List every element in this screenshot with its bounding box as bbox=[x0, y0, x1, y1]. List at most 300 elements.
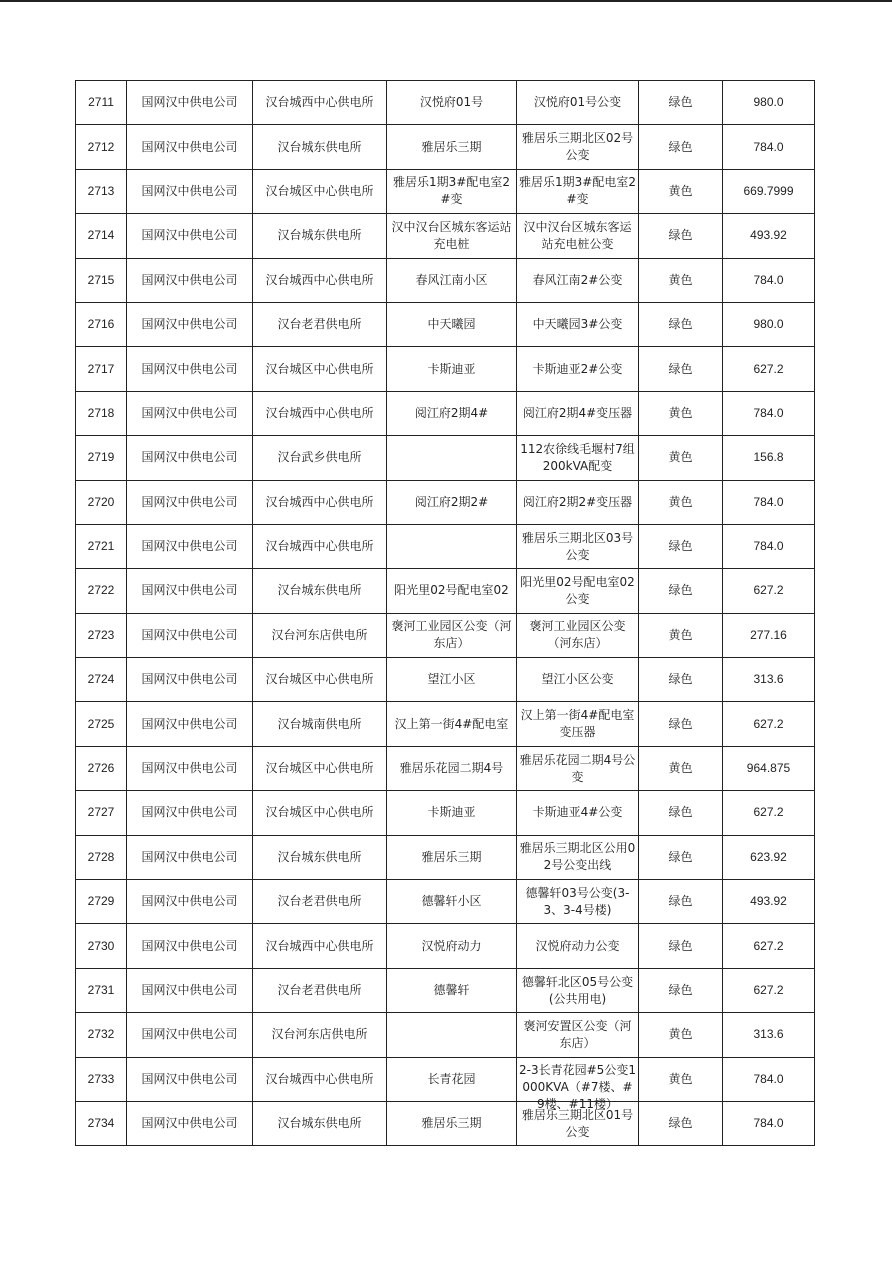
station-cell-text: 汉台城南供电所 bbox=[277, 716, 362, 731]
station-cell-text: 汉台城区中心供电所 bbox=[265, 805, 374, 820]
row-number-text: 2711 bbox=[88, 95, 114, 110]
table-row bbox=[76, 436, 815, 480]
station-cell bbox=[253, 169, 387, 213]
site-cell bbox=[387, 791, 517, 835]
company-cell bbox=[127, 480, 253, 524]
row-number-text: 2722 bbox=[87, 583, 115, 598]
site-cell bbox=[387, 169, 517, 213]
table-row bbox=[76, 880, 815, 924]
station-cell-text: 汉台城东供电所 bbox=[277, 583, 362, 598]
row-number bbox=[76, 880, 127, 924]
company-cell bbox=[127, 1101, 253, 1145]
company-cell bbox=[127, 169, 253, 213]
company-cell-text: 国网汉中供电公司 bbox=[141, 938, 238, 953]
transformer-cell-text: 中天曦园3#公变 bbox=[532, 317, 623, 332]
value-cell bbox=[723, 480, 815, 524]
company-cell bbox=[127, 880, 253, 924]
status-cell bbox=[639, 746, 723, 790]
value-cell-text: 493.92 bbox=[750, 228, 787, 243]
company-cell-text: 国网汉中供电公司 bbox=[141, 272, 238, 287]
value-cell bbox=[723, 1057, 815, 1101]
station-cell bbox=[253, 302, 387, 346]
status-cell-text: 黄色 bbox=[668, 405, 693, 420]
row-number bbox=[76, 1101, 127, 1145]
value-cell-text: 156.8 bbox=[753, 450, 784, 465]
row-number bbox=[76, 258, 127, 302]
transformer-cell bbox=[517, 302, 639, 346]
row-number-text: 2716 bbox=[87, 317, 115, 332]
value-cell bbox=[723, 214, 815, 258]
row-number bbox=[76, 480, 127, 524]
status-cell bbox=[639, 169, 723, 213]
station-cell bbox=[253, 613, 387, 657]
value-cell-text: 669.7999 bbox=[743, 183, 794, 198]
table-row bbox=[76, 347, 815, 391]
company-cell bbox=[127, 1057, 253, 1101]
site-cell-text: 德馨轩 bbox=[433, 983, 470, 997]
site-cell bbox=[387, 880, 517, 924]
transformer-cell bbox=[517, 1057, 639, 1112]
company-cell bbox=[127, 702, 253, 746]
table-row bbox=[76, 524, 815, 568]
row-number bbox=[76, 968, 127, 1012]
site-cell bbox=[387, 302, 517, 346]
transformer-cell-text: 雅居乐三期北区03号公变 bbox=[521, 530, 634, 562]
transformer-cell-text: 阅江府2期2#变压器 bbox=[522, 494, 633, 509]
status-cell bbox=[639, 214, 723, 258]
station-cell-text: 汉台城西中心供电所 bbox=[265, 1071, 374, 1086]
value-cell bbox=[723, 347, 815, 391]
table-row bbox=[76, 702, 815, 746]
transformer-cell-text: 卡斯迪亚4#公变 bbox=[532, 805, 623, 820]
status-cell bbox=[639, 835, 723, 879]
table-row bbox=[76, 1057, 815, 1101]
value-cell bbox=[723, 569, 815, 613]
row-number-text: 2725 bbox=[87, 716, 115, 731]
company-cell-text: 国网汉中供电公司 bbox=[141, 716, 238, 731]
value-cell-text: 784.0 bbox=[753, 272, 784, 287]
station-cell bbox=[253, 1101, 387, 1145]
transformer-cell bbox=[517, 791, 639, 835]
transformer-cell-text: 雅居乐三期北区02号公变 bbox=[521, 131, 634, 163]
company-cell bbox=[127, 746, 253, 790]
row-number bbox=[76, 791, 127, 835]
status-cell-text: 绿色 bbox=[668, 539, 693, 554]
company-cell-text: 国网汉中供电公司 bbox=[141, 317, 238, 332]
site-cell bbox=[387, 347, 517, 391]
status-cell bbox=[639, 391, 723, 435]
transformer-cell bbox=[517, 746, 639, 790]
status-cell-text: 黄色 bbox=[668, 1071, 693, 1086]
row-number bbox=[76, 391, 127, 435]
transformer-cell bbox=[517, 613, 639, 657]
site-cell bbox=[387, 1101, 517, 1145]
site-cell bbox=[387, 81, 517, 125]
status-cell-text: 黄色 bbox=[668, 627, 693, 642]
table-row bbox=[76, 968, 815, 1012]
site-cell-text: 卡斯迪亚 bbox=[427, 805, 476, 820]
table-row bbox=[76, 81, 815, 125]
station-cell-text: 汉台老君供电所 bbox=[277, 894, 362, 909]
company-cell-text: 国网汉中供电公司 bbox=[141, 494, 238, 509]
site-cell-text: 阳光里02号配电室02 bbox=[394, 583, 509, 598]
row-number-text: 2734 bbox=[87, 1116, 115, 1131]
value-cell bbox=[723, 436, 815, 480]
value-cell-text: 627.2 bbox=[753, 983, 784, 997]
company-cell bbox=[127, 391, 253, 435]
row-number-text: 2720 bbox=[87, 494, 115, 509]
status-cell bbox=[639, 302, 723, 346]
site-cell-text: 汉中汉台区城东客运站充电桩 bbox=[391, 219, 512, 251]
table-row bbox=[76, 658, 815, 702]
value-cell-text: 627.2 bbox=[753, 583, 784, 598]
transformer-cell-text: 雅居乐1期3#配电室2#变 bbox=[519, 175, 636, 207]
row-number-text: 2732 bbox=[87, 1027, 115, 1042]
transformer-cell-text: 2-3长青花园#5公变1000KVA（#7楼、#9楼、#11楼） bbox=[519, 1063, 636, 1112]
table-row bbox=[76, 835, 815, 879]
row-number bbox=[76, 524, 127, 568]
status-cell-text: 黄色 bbox=[668, 1027, 693, 1042]
status-cell-text: 绿色 bbox=[668, 361, 693, 376]
row-number bbox=[76, 169, 127, 213]
transformer-cell bbox=[517, 968, 639, 1012]
site-cell bbox=[387, 613, 517, 657]
site-cell bbox=[387, 436, 517, 480]
value-cell bbox=[723, 524, 815, 568]
transformer-cell-text: 汉悦府01号公变 bbox=[533, 95, 622, 110]
status-cell bbox=[639, 81, 723, 125]
transformer-cell bbox=[517, 924, 639, 968]
row-number bbox=[76, 835, 127, 879]
value-cell-text: 627.2 bbox=[753, 938, 784, 953]
company-cell-text: 国网汉中供电公司 bbox=[141, 450, 238, 465]
status-cell-text: 绿色 bbox=[668, 849, 693, 864]
station-cell bbox=[253, 702, 387, 746]
company-cell bbox=[127, 968, 253, 1012]
value-cell bbox=[723, 1013, 815, 1057]
status-cell-text: 绿色 bbox=[668, 228, 693, 243]
status-cell bbox=[639, 480, 723, 524]
row-number bbox=[76, 569, 127, 613]
status-cell bbox=[639, 125, 723, 169]
status-cell-text: 绿色 bbox=[668, 805, 693, 820]
value-cell-text: 784.0 bbox=[753, 1071, 784, 1086]
transformer-cell-text: 阳光里02号配电室02公变 bbox=[520, 574, 635, 606]
row-number bbox=[76, 214, 127, 258]
status-cell-text: 绿色 bbox=[668, 139, 693, 154]
value-cell-text: 980.0 bbox=[753, 317, 784, 332]
company-cell bbox=[127, 791, 253, 835]
station-cell-text: 汉台城区中心供电所 bbox=[265, 361, 374, 376]
transformer-cell-text: 雅居乐花园二期4号公变 bbox=[519, 752, 636, 784]
station-cell bbox=[253, 125, 387, 169]
status-cell-text: 绿色 bbox=[668, 583, 693, 598]
company-cell-text: 国网汉中供电公司 bbox=[141, 583, 238, 598]
table-row bbox=[76, 125, 815, 169]
site-cell-text: 卡斯迪亚 bbox=[427, 361, 476, 376]
transformer-cell bbox=[517, 258, 639, 302]
station-cell-text: 汉台城东供电所 bbox=[277, 1116, 362, 1131]
table-body bbox=[76, 81, 815, 1146]
site-cell bbox=[387, 746, 517, 790]
site-cell bbox=[387, 1013, 517, 1057]
site-cell bbox=[387, 702, 517, 746]
site-cell bbox=[387, 1057, 517, 1101]
company-cell bbox=[127, 81, 253, 125]
station-cell bbox=[253, 746, 387, 790]
company-cell bbox=[127, 258, 253, 302]
site-cell-text: 汉上第一街4#配电室 bbox=[394, 716, 509, 731]
transformer-cell bbox=[517, 880, 639, 924]
table-row bbox=[76, 214, 815, 258]
transformer-cell-text: 汉悦府动力公变 bbox=[535, 938, 620, 953]
row-number bbox=[76, 436, 127, 480]
transformer-cell-text: 阅江府2期4#变压器 bbox=[522, 405, 633, 420]
value-cell bbox=[723, 1101, 815, 1145]
company-cell-text: 国网汉中供电公司 bbox=[141, 627, 238, 642]
row-number bbox=[76, 924, 127, 968]
station-cell bbox=[253, 924, 387, 968]
row-number bbox=[76, 81, 127, 125]
value-cell-text: 277.16 bbox=[750, 627, 787, 642]
transformer-cell-text: 褒河安置区公变（河东店） bbox=[523, 1018, 632, 1050]
company-cell-text: 国网汉中供电公司 bbox=[141, 1071, 238, 1086]
site-cell-text: 汉悦府01号 bbox=[419, 95, 484, 110]
company-cell-text: 国网汉中供电公司 bbox=[141, 672, 238, 687]
company-cell-text: 国网汉中供电公司 bbox=[141, 539, 238, 554]
station-cell bbox=[253, 391, 387, 435]
station-cell-text: 汉台武乡供电所 bbox=[277, 450, 362, 465]
row-number-text: 2728 bbox=[87, 849, 115, 864]
value-cell bbox=[723, 658, 815, 702]
status-cell-text: 绿色 bbox=[668, 983, 693, 997]
site-cell bbox=[387, 125, 517, 169]
station-cell-text: 汉台城东供电所 bbox=[277, 139, 362, 154]
value-cell-text: 980.0 bbox=[753, 95, 784, 110]
transformer-cell bbox=[517, 125, 639, 169]
transformer-cell bbox=[517, 702, 639, 746]
page-top-border bbox=[0, 0, 892, 2]
station-cell bbox=[253, 658, 387, 702]
company-cell-text: 国网汉中供电公司 bbox=[141, 761, 238, 776]
station-cell-text: 汉台城区中心供电所 bbox=[265, 761, 374, 776]
site-cell-text: 雅居乐1期3#配电室2#变 bbox=[393, 175, 510, 207]
table-row bbox=[76, 1013, 815, 1057]
value-cell-text: 313.6 bbox=[753, 672, 784, 687]
status-cell bbox=[639, 1057, 723, 1101]
station-cell-text: 汉台城西中心供电所 bbox=[265, 494, 374, 509]
station-cell bbox=[253, 968, 387, 1012]
station-cell-text: 汉台河东店供电所 bbox=[271, 627, 368, 642]
value-cell-text: 784.0 bbox=[753, 539, 784, 554]
row-number-text: 2724 bbox=[87, 672, 115, 687]
status-cell-text: 绿色 bbox=[668, 894, 693, 909]
transformer-cell-text: 德馨轩03号公变(3-3、3-4号楼) bbox=[525, 885, 630, 917]
company-cell bbox=[127, 658, 253, 702]
value-cell-text: 784.0 bbox=[753, 1116, 784, 1131]
station-cell-text: 汉台河东店供电所 bbox=[271, 1027, 368, 1042]
transformer-cell bbox=[517, 214, 639, 258]
status-cell-text: 黄色 bbox=[668, 272, 693, 287]
status-cell-text: 黄色 bbox=[668, 494, 693, 509]
transformer-cell bbox=[517, 169, 639, 213]
station-cell-text: 汉台城东供电所 bbox=[277, 849, 362, 864]
company-cell-text: 国网汉中供电公司 bbox=[141, 183, 238, 198]
table-row bbox=[76, 302, 815, 346]
site-cell-text: 望江小区 bbox=[427, 672, 476, 687]
transformer-cell bbox=[517, 391, 639, 435]
row-number-text: 2730 bbox=[87, 938, 115, 953]
status-cell-text: 绿色 bbox=[668, 938, 693, 953]
value-cell bbox=[723, 613, 815, 657]
value-cell-text: 784.0 bbox=[753, 494, 784, 509]
site-cell bbox=[387, 258, 517, 302]
transformer-cell bbox=[517, 569, 639, 613]
value-cell-text: 784.0 bbox=[753, 139, 784, 154]
status-cell bbox=[639, 258, 723, 302]
company-cell-text: 国网汉中供电公司 bbox=[141, 849, 238, 864]
company-cell-text: 国网汉中供电公司 bbox=[141, 983, 238, 997]
status-cell bbox=[639, 880, 723, 924]
station-cell bbox=[253, 258, 387, 302]
status-cell bbox=[639, 347, 723, 391]
status-cell bbox=[639, 702, 723, 746]
transformer-cell-text: 汉上第一街4#配电室变压器 bbox=[520, 708, 635, 740]
table-row bbox=[76, 569, 815, 613]
row-number bbox=[76, 613, 127, 657]
row-number bbox=[76, 302, 127, 346]
row-number-text: 2726 bbox=[87, 761, 115, 776]
station-cell bbox=[253, 347, 387, 391]
station-cell-text: 汉台老君供电所 bbox=[277, 317, 362, 332]
station-cell-text: 汉台城西中心供电所 bbox=[265, 95, 374, 110]
table-row bbox=[76, 746, 815, 790]
row-number bbox=[76, 347, 127, 391]
status-cell bbox=[639, 613, 723, 657]
station-cell bbox=[253, 835, 387, 879]
site-cell-text: 雅居乐花园二期4号 bbox=[399, 761, 504, 776]
station-cell-text: 汉台老君供电所 bbox=[277, 983, 362, 997]
transformer-cell bbox=[517, 347, 639, 391]
status-cell-text: 黄色 bbox=[668, 183, 693, 198]
site-cell-text: 德馨轩小区 bbox=[421, 894, 482, 909]
row-number-text: 2712 bbox=[87, 139, 115, 154]
station-cell-text: 汉台城西中心供电所 bbox=[265, 938, 374, 953]
status-cell-text: 绿色 bbox=[668, 1116, 693, 1131]
status-cell bbox=[639, 1013, 723, 1057]
value-cell bbox=[723, 924, 815, 968]
station-cell-text: 汉台城西中心供电所 bbox=[265, 272, 374, 287]
row-number-text: 2733 bbox=[87, 1071, 115, 1086]
site-cell-text: 褒河工业园区公变（河东店） bbox=[391, 619, 512, 651]
transformer-cell-text: 望江小区公变 bbox=[541, 672, 614, 687]
site-cell bbox=[387, 480, 517, 524]
company-cell bbox=[127, 436, 253, 480]
value-cell-text: 493.92 bbox=[750, 894, 787, 909]
table-row bbox=[76, 391, 815, 435]
site-cell-text: 阅江府2期4# bbox=[414, 405, 489, 420]
station-cell bbox=[253, 880, 387, 924]
station-cell bbox=[253, 569, 387, 613]
status-cell bbox=[639, 569, 723, 613]
company-cell bbox=[127, 125, 253, 169]
row-number bbox=[76, 658, 127, 702]
site-cell bbox=[387, 835, 517, 879]
transformer-cell bbox=[517, 835, 639, 879]
value-cell bbox=[723, 125, 815, 169]
value-cell-text: 964.875 bbox=[746, 761, 791, 776]
station-cell-text: 汉台城西中心供电所 bbox=[265, 405, 374, 420]
table-row bbox=[76, 1101, 815, 1145]
station-cell bbox=[253, 214, 387, 258]
transformer-cell bbox=[517, 480, 639, 524]
row-number bbox=[76, 1013, 127, 1057]
transformer-cell-text: 汉中汉台区城东客运站充电桩公变 bbox=[523, 219, 632, 251]
status-cell-text: 黄色 bbox=[668, 450, 693, 465]
company-cell bbox=[127, 835, 253, 879]
status-cell-text: 绿色 bbox=[668, 672, 693, 687]
station-cell bbox=[253, 1057, 387, 1101]
value-cell bbox=[723, 880, 815, 924]
value-cell bbox=[723, 258, 815, 302]
value-cell-text: 623.92 bbox=[750, 849, 787, 864]
transformer-cell-text: 112农徐线毛堰村7组200kVA配变 bbox=[520, 441, 635, 473]
company-cell bbox=[127, 569, 253, 613]
company-cell bbox=[127, 1013, 253, 1057]
company-cell bbox=[127, 347, 253, 391]
status-cell bbox=[639, 524, 723, 568]
company-cell bbox=[127, 302, 253, 346]
value-cell bbox=[723, 702, 815, 746]
site-cell-text: 雅居乐三期 bbox=[421, 849, 482, 864]
row-number-text: 2718 bbox=[87, 405, 115, 420]
status-cell bbox=[639, 968, 723, 1012]
transformer-cell-text: 德馨轩北区05号公变(公共用电) bbox=[521, 974, 634, 1006]
value-cell bbox=[723, 746, 815, 790]
row-number-text: 2731 bbox=[87, 983, 115, 997]
company-cell-text: 国网汉中供电公司 bbox=[141, 1116, 238, 1131]
company-cell-text: 国网汉中供电公司 bbox=[141, 894, 238, 909]
value-cell bbox=[723, 81, 815, 125]
value-cell bbox=[723, 302, 815, 346]
company-cell-text: 国网汉中供电公司 bbox=[141, 361, 238, 376]
transformer-cell bbox=[517, 524, 639, 568]
site-cell bbox=[387, 524, 517, 568]
row-number-text: 2723 bbox=[87, 627, 115, 642]
site-cell bbox=[387, 214, 517, 258]
site-cell bbox=[387, 391, 517, 435]
value-cell bbox=[723, 791, 815, 835]
value-cell bbox=[723, 391, 815, 435]
transformer-cell-text: 春风江南2#公变 bbox=[532, 272, 623, 287]
table-row bbox=[76, 924, 815, 968]
row-number-text: 2727 bbox=[87, 805, 115, 820]
status-cell bbox=[639, 1101, 723, 1145]
status-cell-text: 绿色 bbox=[668, 716, 693, 731]
transformer-cell bbox=[517, 436, 639, 480]
station-cell-text: 汉台城区中心供电所 bbox=[265, 672, 374, 687]
station-cell bbox=[253, 81, 387, 125]
row-number-text: 2729 bbox=[87, 894, 115, 909]
transformer-cell-text: 雅居乐三期北区公用02号公变出线 bbox=[519, 841, 636, 873]
site-cell-text: 春风江南小区 bbox=[415, 272, 488, 287]
company-cell-text: 国网汉中供电公司 bbox=[141, 1027, 238, 1042]
status-cell-text: 绿色 bbox=[668, 317, 693, 332]
status-cell bbox=[639, 436, 723, 480]
row-number bbox=[76, 702, 127, 746]
company-cell bbox=[127, 214, 253, 258]
company-cell bbox=[127, 924, 253, 968]
